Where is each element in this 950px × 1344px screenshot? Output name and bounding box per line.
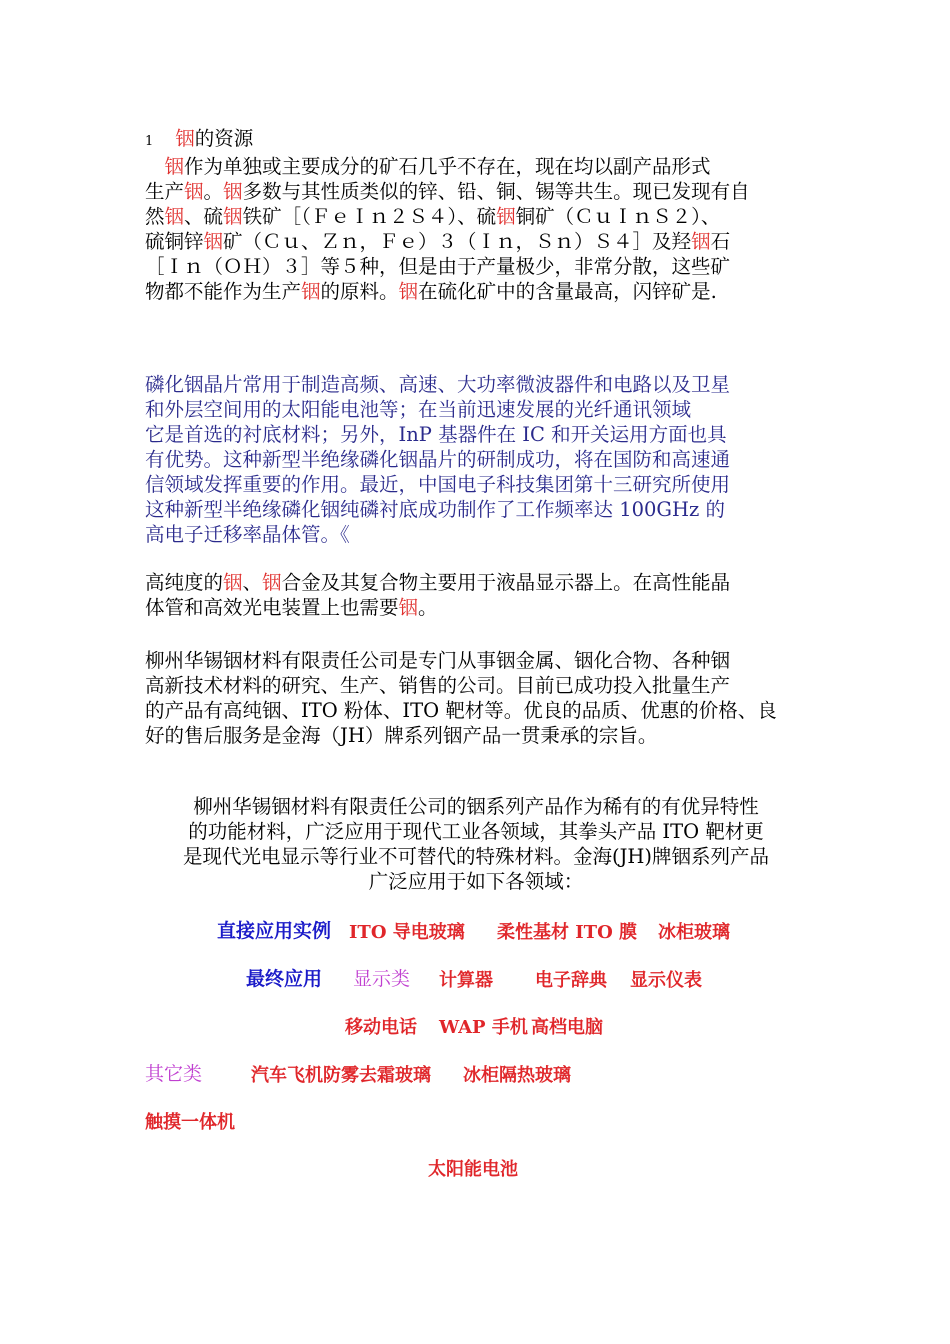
- paragraph-line: 柳州华锡铟材料有限责任公司是专门从事铟金属、铟化合物、各种铟: [145, 649, 731, 672]
- text-run: 生产: [145, 180, 185, 203]
- indium-highlight: 铟: [164, 155, 185, 178]
- paragraph-line: 广泛应用于如下各领域：: [368, 870, 584, 893]
- paragraph-line: [145, 154, 807, 179]
- text-run: 的原料。: [320, 280, 399, 303]
- indium-highlight: 铟: [223, 180, 243, 203]
- paragraph-line: [145, 179, 807, 204]
- application-item: 冰柜隔热玻璃: [463, 1065, 571, 1086]
- paragraph-line: [145, 279, 807, 304]
- paragraph-line: 柳州华锡铟材料有限责任公司的铟系列产品作为稀有的有优异特性: [193, 795, 759, 818]
- final-application-label: 最终应用: [246, 968, 323, 990]
- indium-highlight: 铟: [164, 205, 185, 228]
- indium-highlight: 铟: [398, 280, 419, 303]
- text-run: 多数与其性质类似的锌、铅、铜、锡等共生。现已发现有自: [242, 180, 750, 203]
- section-high-purity: [145, 570, 807, 620]
- section-heading: [145, 126, 807, 154]
- paragraph-line: 是现代光电显示等行业不可替代的特殊材料。金海(JH)牌铟系列产品: [182, 845, 770, 868]
- paragraph-line: [145, 254, 807, 279]
- application-item: WAP 手机: [439, 1017, 528, 1038]
- paragraph-line: 这种新型半绝缘磷化铟纯磷衬底成功制作了工作频率达 100GHz 的: [145, 498, 725, 521]
- application-item: ITO 导电玻璃: [349, 922, 465, 943]
- text-run: 。: [203, 180, 224, 203]
- paragraph-line: 好的售后服务是金海（JH）牌系列铟产品一贯秉承的宗旨。: [145, 724, 658, 747]
- text-run: 铜矿（ＣｕＩｎＳ２）、: [515, 205, 721, 228]
- paragraph-line: [145, 229, 807, 254]
- text-run: 、硫: [184, 205, 224, 228]
- paragraph-line: 高新技术材料的研究、生产、销售的公司。目前已成功投入批量生产: [145, 674, 731, 697]
- text-run: 高纯度的: [145, 571, 224, 594]
- application-item: 冰柜玻璃: [658, 922, 730, 943]
- indium-highlight: 铟: [223, 571, 243, 594]
- paragraph-line: 有优势。这种新型半绝缘磷化铟晶片的研制成功，将在国防和高速通: [145, 448, 731, 471]
- direct-application-label: 直接应用实例: [217, 920, 332, 942]
- indium-highlight: 铟: [203, 230, 224, 253]
- indium-highlight: 铟: [398, 596, 419, 619]
- paragraph-line: 信领域发挥重要的作用。最近，中国电子科技集团第十三研究所使用: [145, 473, 731, 496]
- text-run: 然: [145, 205, 165, 228]
- heading-number: 1: [145, 134, 154, 149]
- indium-highlight: 铟: [301, 280, 321, 303]
- indium-highlight: 铟: [496, 205, 516, 228]
- application-item: 移动电话: [345, 1017, 417, 1038]
- paragraph-line: 磷化铟晶片常用于制造高频、高速、大功率微波器件和电路以及卫星: [145, 373, 731, 396]
- application-item: 触摸一体机: [145, 1112, 235, 1133]
- indium-highlight: 铟: [184, 180, 204, 203]
- application-item: 显示仪表: [630, 970, 702, 991]
- text-run: 矿（Ｃｕ、Ｚｎ，Ｆｅ）３（Ｉｎ，Ｓｎ）Ｓ４］及羟: [223, 230, 692, 253]
- section-product-applications: [145, 794, 807, 894]
- text-run: 体管和高效光电装置上也需要: [145, 596, 399, 619]
- paragraph-line: [145, 570, 807, 595]
- text-run: 物都不能作为生产: [145, 280, 302, 303]
- text-run: [145, 155, 165, 178]
- application-item: 计算器: [439, 970, 493, 991]
- paragraph-line: [145, 595, 807, 620]
- section-body: [145, 570, 807, 620]
- heading-accent: 铟: [175, 127, 195, 150]
- text-run: 。: [418, 596, 438, 619]
- paragraph-line: 的产品有高纯铟、ITO 粉体、ITO 靶材等。优良的品质、优惠的价格、良: [145, 699, 777, 722]
- text-run: 硫铜锌: [145, 230, 204, 253]
- section-indium-resources: [145, 126, 807, 304]
- other-category-label: 其它类: [145, 1063, 203, 1085]
- heading-text: 的资源: [194, 127, 254, 150]
- application-item: 高档电脑: [531, 1017, 603, 1038]
- text-run: 在硫化矿中的含量最高，闪锌矿是.: [418, 280, 717, 303]
- paragraph-line: 和外层空间用的太阳能电池等；在当前迅速发展的光纤通讯领域: [145, 398, 692, 421]
- display-category-label: 显示类: [353, 968, 411, 990]
- text-run: 铁矿［（ＦｅＩｎ２Ｓ４）、硫: [242, 205, 497, 228]
- paragraph-line: 的功能材料，广泛应用于现代工业各领域，其拳头产品 ITO 靶材更: [188, 820, 764, 843]
- section-body: [145, 154, 807, 304]
- application-item: 太阳能电池: [428, 1159, 518, 1180]
- paragraph-line: 它是首选的衬底材料；另外，InP 基器件在 IC 和开关运用方面也具: [145, 423, 727, 446]
- text-run: 作为单独或主要成分的矿石几乎不存在，现在均以副产品形式: [184, 155, 711, 178]
- application-item: 汽车飞机防雾去霜玻璃: [251, 1065, 431, 1086]
- paragraph-line: [145, 204, 807, 229]
- section-inp-wafers: [145, 372, 807, 547]
- section-company-intro: [145, 648, 807, 748]
- text-run: ［Ｉｎ（ＯＨ）３］等５种，但是由于产量极少，非常分散，这些矿: [145, 255, 731, 278]
- indium-highlight: 铟: [262, 571, 282, 594]
- text-run: 、: [242, 571, 263, 594]
- indium-highlight: 铟: [691, 230, 711, 253]
- paragraph-line: 高电子迁移率晶体管。《: [145, 523, 350, 546]
- text-run: 石: [710, 230, 731, 253]
- application-item: 电子辞典: [535, 970, 607, 991]
- text-run: 合金及其复合物主要用于液晶显示器上。在高性能晶: [281, 571, 731, 594]
- application-item: 柔性基材 ITO 膜: [497, 922, 638, 943]
- indium-highlight: 铟: [223, 205, 243, 228]
